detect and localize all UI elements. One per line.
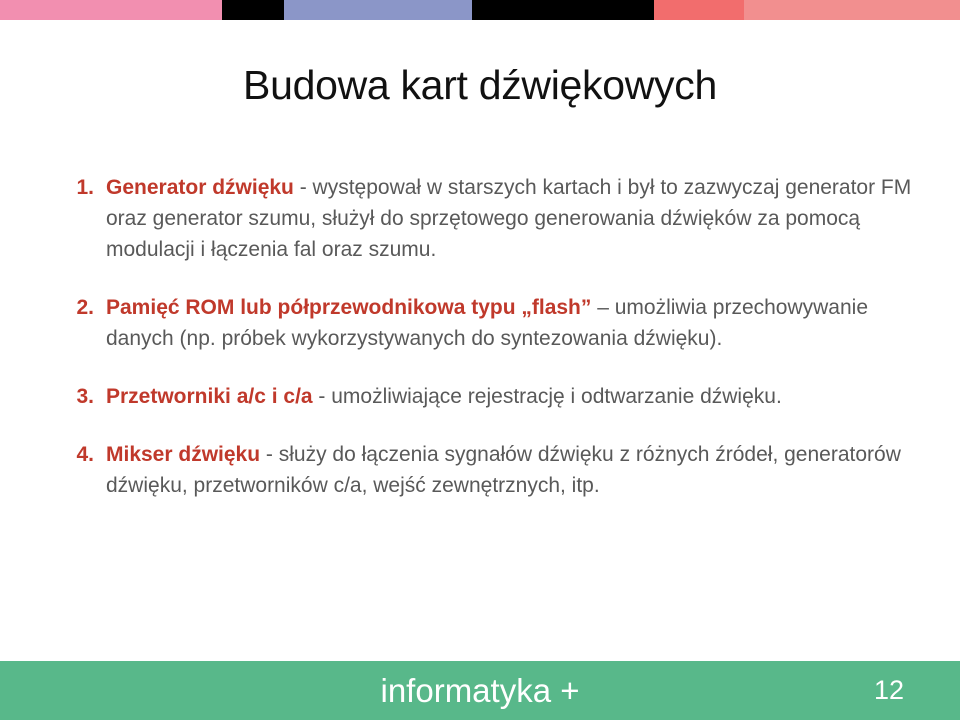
top-color-bar bbox=[0, 0, 960, 20]
list-item bbox=[40, 292, 920, 354]
item-description: – umożliwia przechowywanie danych (np. próbek wykorzystywanych do syntezowania dźwięku). bbox=[106, 296, 869, 350]
top-bar-segment bbox=[284, 0, 472, 20]
footer-bar bbox=[0, 661, 960, 720]
item-number: 4. bbox=[76, 443, 94, 466]
item-number: 2. bbox=[76, 296, 94, 319]
item-description: - służy do łączenia sygnałów dźwięku z różnych źródeł, generatorów dźwięku, przetworników c/a, wejść zewnętrznych, itp. bbox=[106, 443, 901, 497]
slide-title: Budowa kart dźwiękowych bbox=[243, 62, 717, 108]
top-bar-segment bbox=[222, 0, 284, 20]
item-description: - umożliwiające rejestrację i odtwarzanie dźwięku. bbox=[312, 385, 782, 408]
content-list bbox=[40, 172, 920, 528]
top-bar-segment bbox=[472, 0, 654, 20]
item-term: Mikser dźwięku bbox=[106, 443, 261, 466]
top-bar-segment bbox=[0, 0, 110, 20]
item-number: 3. bbox=[76, 385, 94, 408]
top-bar-segment bbox=[110, 0, 222, 20]
item-term: Generator dźwięku bbox=[106, 176, 294, 199]
list-item bbox=[40, 172, 920, 265]
page-number: 12 bbox=[873, 675, 904, 705]
item-term: Przetworniki a/c i c/a bbox=[106, 385, 313, 408]
list-item bbox=[40, 381, 920, 412]
item-term: Pamięć ROM lub półprzewodnikowa typu „flash” bbox=[106, 296, 592, 319]
item-description: - występował w starszych kartach i był to zazwyczaj generator FM oraz generator szumu, służył do sprzętowego generowania dźwięków za pomocą modulacji i łączenia fal oraz szumu. bbox=[106, 176, 912, 261]
top-bar-segment bbox=[654, 0, 744, 20]
top-bar-segment bbox=[744, 0, 960, 20]
item-number: 1. bbox=[76, 176, 94, 199]
list-item bbox=[40, 439, 920, 501]
footer-brand: informatyka + bbox=[380, 672, 580, 709]
